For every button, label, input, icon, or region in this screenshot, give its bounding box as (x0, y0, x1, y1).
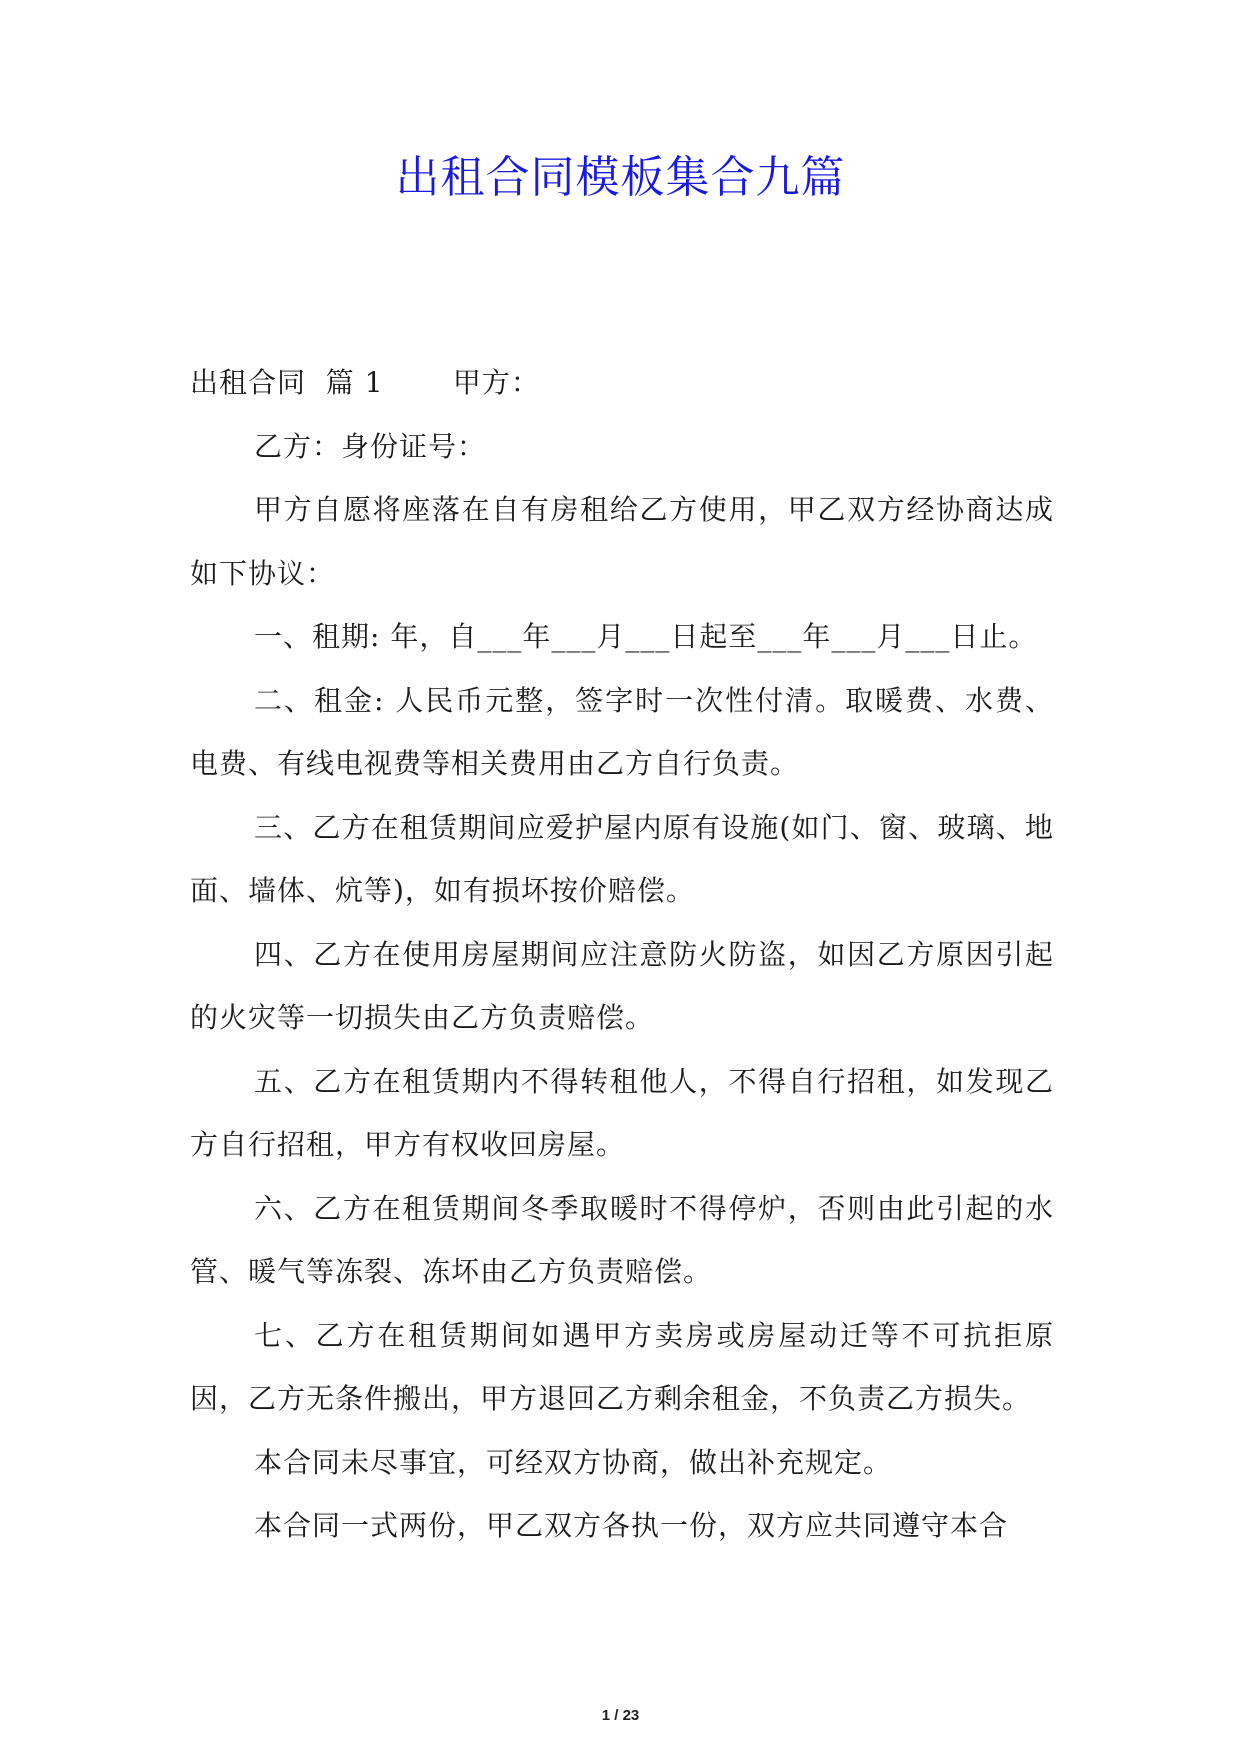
paragraph-force-majeure: 七、乙方在租赁期间如遇甲方卖房或房屋动迁等不可抗拒原因，乙方无条件搬出，甲方退回乙方剩余租金，不负责乙方损失。 (190, 1318, 1054, 1415)
paragraph-supplement: 本合同未尽事宜，可经双方协商，做出补充规定。 (254, 1445, 893, 1479)
paragraph-fire-safety: 四、乙方在使用房屋期间应注意防火防盗，如因乙方原因引起的火灾等一切损失由乙方负责赔偿。 (190, 937, 1054, 1034)
paragraph-sublet: 五、乙方在租赁期内不得转租他人，不得自行招租，如发现乙方自行招租，甲方有权收回房屋。 (190, 1064, 1054, 1161)
paragraph-heating: 六、乙方在租赁期间冬季取暖时不得停炉，否则由此引起的水管、暖气等冻裂、冻坏由乙方负责赔偿。 (190, 1191, 1054, 1288)
page-number: 1 / 23 (601, 1707, 640, 1724)
document-title: 出租合同模板集合九篇 (395, 152, 846, 203)
paragraph-facilities: 三、乙方在租赁期间应爱护屋内原有设施(如门、窗、玻璃、地面、墙体、炕等)，如有损坏按价赔偿。 (190, 810, 1054, 907)
document-body (190, 351, 1054, 1558)
paragraph-rent: 二、租金: 人民币元整，签字时一次性付清。取暖费、水费、电费、有线电视费等相关费用由乙方自行负责。 (190, 683, 1054, 780)
paragraph-intro: 甲方自愿将座落在自有房租给乙方使用，甲乙双方经协商达成如下协议： (190, 493, 1054, 590)
paragraph-copies: 本合同一式两份，甲乙双方各执一份，双方应共同遵守本合 (254, 1509, 1009, 1542)
paragraph-term: 一、租期: 年，自___年___月___日起至___年___月___日止。 (254, 620, 1038, 653)
paragraph-party-b: 乙方：身份证号： (254, 429, 487, 463)
section-heading: 出租合同 篇 1 甲方： (190, 366, 540, 399)
